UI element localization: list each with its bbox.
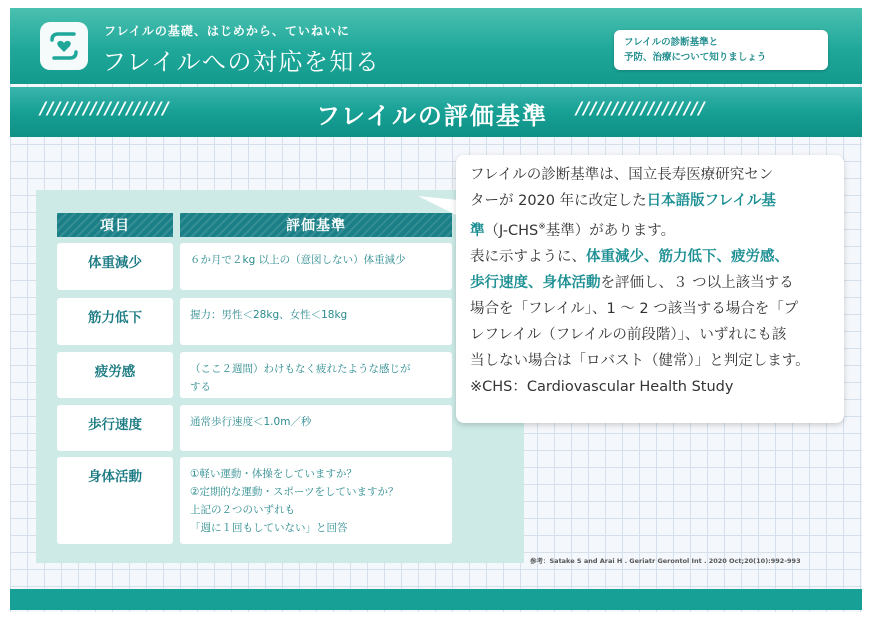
header-subtitle: フレイルの基礎、はじめから、ていねいに — [104, 24, 350, 38]
table-row-item: 身体活動 — [57, 457, 173, 544]
criteria-line: ①軽い運動・体操をしていますか？ — [190, 468, 357, 480]
callout-line: 場合を「フレイル」、1 ～ 2 つ該当する場合を「プ — [470, 300, 799, 317]
reference-citation: 参考：Satake S and Arai H . Geriatr Gerontol Int . 2020 Oct;20(10):992-993 — [530, 557, 801, 565]
criteria-line: する — [190, 381, 211, 393]
criteria-line: ②定期的な運動・スポーツをしていますか？ — [190, 486, 399, 498]
table-row-criteria — [180, 298, 452, 345]
table-row-item: 体重減少 — [57, 243, 173, 290]
callout-line: レフレイル（フレイルの前段階）」、いずれにも該 — [470, 326, 787, 343]
table-row-criteria — [180, 243, 452, 290]
table-row-item: 歩行速度 — [57, 405, 173, 451]
callout-line: 当しない場合は「ロバスト（健常）」と判定します。 — [470, 352, 810, 369]
header-note-line: フレイルの診断基準と — [624, 37, 719, 48]
callout-highlight: 体重減少、筋力低下、疲労感、 — [586, 248, 789, 265]
decorative-slashes-right: ////////////////// — [576, 99, 706, 119]
callout-line: フレイルの診断基準は、国立長寿医療研究セン — [470, 167, 774, 183]
callout-tail — [418, 196, 458, 218]
callout-highlight: 歩行速度、身体活動 — [470, 274, 601, 291]
callout-text: （J-CHS — [484, 222, 539, 239]
callout-text: 表に示すように、 — [470, 248, 586, 265]
criteria-line: 握力：男性＜28kg、女性＜18kg — [190, 309, 348, 321]
criteria-line: （ここ２週間）わけもなく疲れたような感じが — [190, 363, 411, 375]
footer-bar — [10, 589, 862, 610]
section-title-bar — [10, 87, 862, 137]
criteria-line: 「週に１回もしていない」と回答 — [190, 522, 348, 534]
table-row-criteria — [180, 405, 452, 451]
explanation-callout — [456, 155, 844, 423]
callout-line — [470, 270, 838, 296]
header-note — [614, 30, 828, 70]
table-row-criteria — [180, 457, 452, 544]
table-row-criteria — [180, 352, 452, 398]
table-row-item: 疲労感 — [57, 352, 173, 398]
section-title: フレイルの評価基準 — [316, 102, 548, 130]
callout-text: ターが 2020 年に改定した — [470, 193, 647, 209]
criteria-line: 通常歩行速度＜1.0m／秒 — [190, 416, 312, 428]
hands-heart-icon — [40, 22, 88, 70]
table-row-item: 筋力低下 — [57, 298, 173, 345]
header-note-line: 予防、治療について知りましょう — [624, 52, 767, 63]
footnote-mark: ※ — [538, 222, 546, 232]
callout-line — [470, 188, 838, 214]
page-title: フレイルへの対応を知る — [102, 48, 381, 76]
callout-line — [470, 214, 838, 244]
callout-line — [470, 244, 838, 270]
column-header-item: 項目 — [57, 213, 173, 237]
criteria-line: ６か月で２kg 以上の（意図しない）体重減少 — [190, 254, 406, 266]
callout-text: 基準）があります。 — [545, 222, 676, 239]
callout-text: を評価し、３ つ以上該当する — [600, 274, 794, 291]
criteria-line: 上記の２つのいずれも — [190, 504, 295, 516]
header — [10, 8, 862, 84]
callout-highlight: 準 — [470, 222, 485, 239]
footnote: ※CHS：Cardiovascular Health Study — [470, 378, 734, 395]
column-header-criteria: 評価基準 — [180, 213, 452, 237]
callout-highlight: 日本語版フレイル基 — [646, 193, 776, 209]
decorative-slashes-left: ////////////////// — [40, 99, 170, 119]
